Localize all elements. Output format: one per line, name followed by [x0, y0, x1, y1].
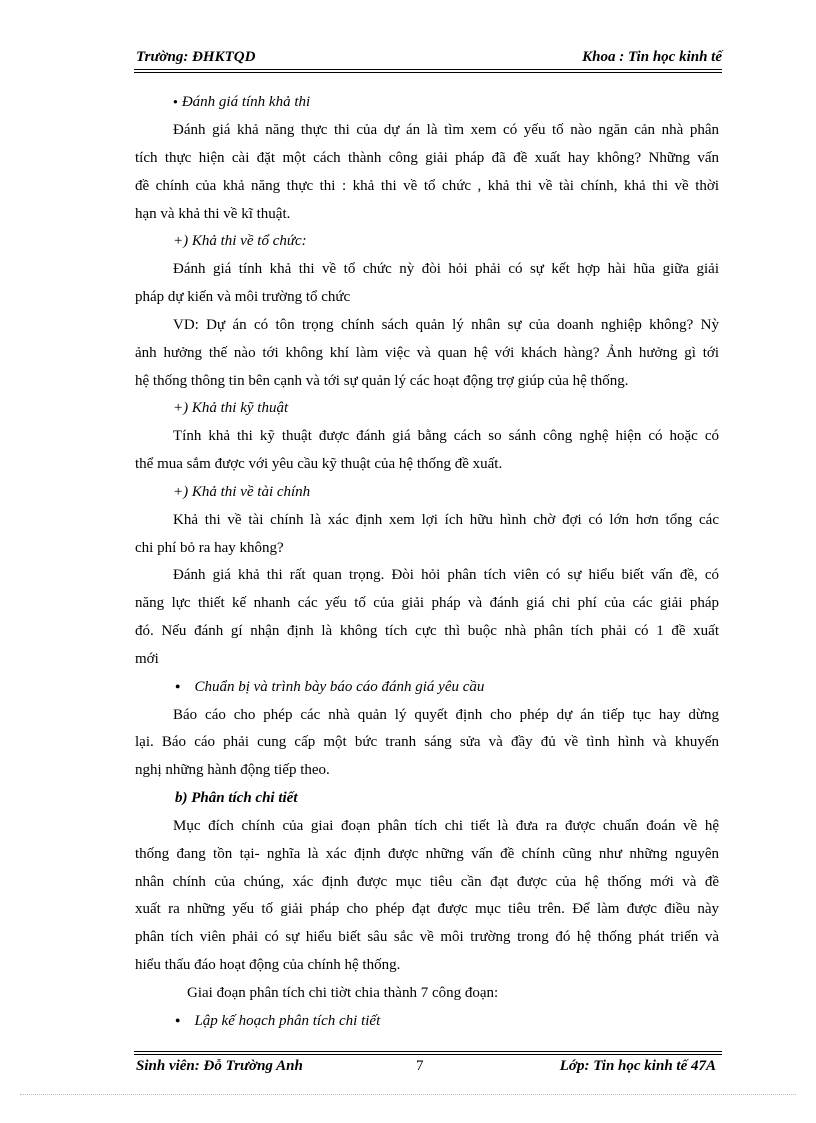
paragraph-line: Giai đoạn phân tích chi tiờt chia thành 7 công đoạn:	[187, 985, 499, 1001]
paragraph-line: Mục đích chính của giai đoạn phân tích chi tiết là đưa ra được chuẩn đoán về hệ	[173, 818, 719, 834]
paragraph-line: nhân chính của chúng, xác định được mục tiêu cần đạt được của hệ thống mới và đề	[135, 874, 719, 890]
page-footer	[134, 1058, 722, 1080]
bullet-icon: ●	[175, 1015, 181, 1025]
paragraph-line: phân tích viên phải có sự hiểu biết sâu sắc về môi trường trong đó hệ thống phát triển và	[135, 929, 719, 945]
page-number: 7	[416, 1058, 424, 1074]
paragraph-line: mới	[135, 651, 159, 667]
heading-plan	[175, 1011, 380, 1032]
paragraph-line: hiểu thấu đáo hoạt động của chính hệ thống.	[135, 957, 401, 973]
page-header	[134, 49, 722, 71]
header-rule-thin	[134, 72, 722, 73]
paragraph-line: Đánh giá khả năng thực thi của dự án là tìm xem có yếu tố nào ngăn cản nhà phân	[173, 122, 719, 138]
subheading-technical: +) Khả thi kỹ thuật	[173, 400, 289, 416]
footer-rule-thin	[134, 1051, 722, 1052]
footer-student: Sinh viên: Đỗ Trường Anh	[136, 1058, 303, 1074]
paragraph-line: ảnh hưởng thế nào tới không khí làm việc và quan hệ với khách hàng? Ảnh hưởng gì tới	[135, 345, 719, 361]
paragraph-line: hệ thống thông tin bên cạnh và tới sự quản lý các hoạt động trợ giúp của hệ thống.	[135, 373, 629, 389]
subheading-organizational: +) Khả thi về tổ chức:	[173, 233, 307, 249]
paragraph-line: thống đang tồn tại- nghĩa là xác định được những vấn đề chính cũng như những nguyên	[135, 846, 719, 862]
page-edge-divider	[20, 1094, 796, 1095]
heading-feasibility: ● Đánh giá tính khả thi	[173, 92, 310, 114]
paragraph-line: xuất ra những yếu tố giải pháp cho phép đạt được mục tiêu trên. Để làm được điều này	[135, 901, 719, 917]
footer-class: Lớp: Tin học kinh tế 47A	[559, 1058, 716, 1074]
paragraph-line: Đánh giá khả thi rất quan trọng. Đòi hỏi phân tích viên có sự hiểu biết vấn đề, có	[173, 567, 719, 583]
paragraph-line: Đánh giá tính khả thi về tổ chức nỳ đòi hỏi phải có sự kết hợp hài hũa giữa giải	[173, 261, 719, 277]
heading-report-text: Chuẩn bị và trình bày báo cáo đánh giá yêu cầu	[194, 679, 485, 695]
paragraph-line: tích thực hiện cài đặt một cách thành công giải pháp đã đề xuất hay không? Những vấn	[135, 150, 719, 166]
header-rule	[134, 69, 722, 70]
paragraph-line: Tính khả thi kỹ thuật được đánh giá bằng cách so sánh công nghệ hiện có hoặc có	[173, 428, 719, 444]
paragraph-line: pháp dự kiến và môi trường tổ chức	[135, 289, 351, 305]
paragraph-line: năng lực thiết kế nhanh các yếu tố của giải pháp và đánh giá chi phí của các giải pháp	[135, 595, 719, 611]
footer-rule	[134, 1054, 722, 1055]
paragraph-line: đó. Nếu đánh gí nhận định là không tích cực thì buộc nhà phân tích phải có 1 đề xuất	[135, 623, 719, 639]
heading-plan-text: Lập kế hoạch phân tích chi tiết	[194, 1013, 381, 1029]
paragraph-line: đề chính của khả năng thực thi : khả thi về tổ chức , khả thi về tài chính, khả thi về thời	[135, 178, 719, 194]
paragraph-line: lại. Báo cáo phải cung cấp một bức tranh sáng sửa và đầy đủ về tình hình và khuyến	[135, 734, 719, 750]
paragraph-line: chi phí bỏ ra hay không?	[135, 540, 284, 556]
paragraph-line: nghị những hành động tiếp theo.	[135, 762, 330, 778]
section-heading-detailed-analysis: b) Phân tích chi tiết	[175, 790, 298, 806]
paragraph-line: Khả thi về tài chính là xác định xem lợi ích hữu hình chờ đợi có lớn hơn tổng các	[173, 512, 719, 528]
heading-report	[175, 677, 484, 698]
header-school: Trường: ĐHKTQD	[136, 49, 256, 65]
paragraph-line: thể mua sắm được với yêu cầu kỹ thuật của hệ thống đề xuất.	[135, 456, 503, 472]
subheading-financial: +) Khả thi về tài chính	[173, 484, 311, 500]
bullet-icon: ●	[175, 681, 181, 691]
paragraph-line: hạn và khả thi về kĩ thuật.	[135, 206, 291, 222]
paragraph-line: VD: Dự án có tôn trọng chính sách quản lý nhân sự của doanh nghiệp không? Nỳ	[173, 317, 719, 333]
paragraph-line: Báo cáo cho phép các nhà quản lý quyết định cho phép dự án tiếp tục hay dừng	[173, 707, 719, 723]
header-faculty: Khoa : Tin học kinh tế	[582, 49, 722, 65]
